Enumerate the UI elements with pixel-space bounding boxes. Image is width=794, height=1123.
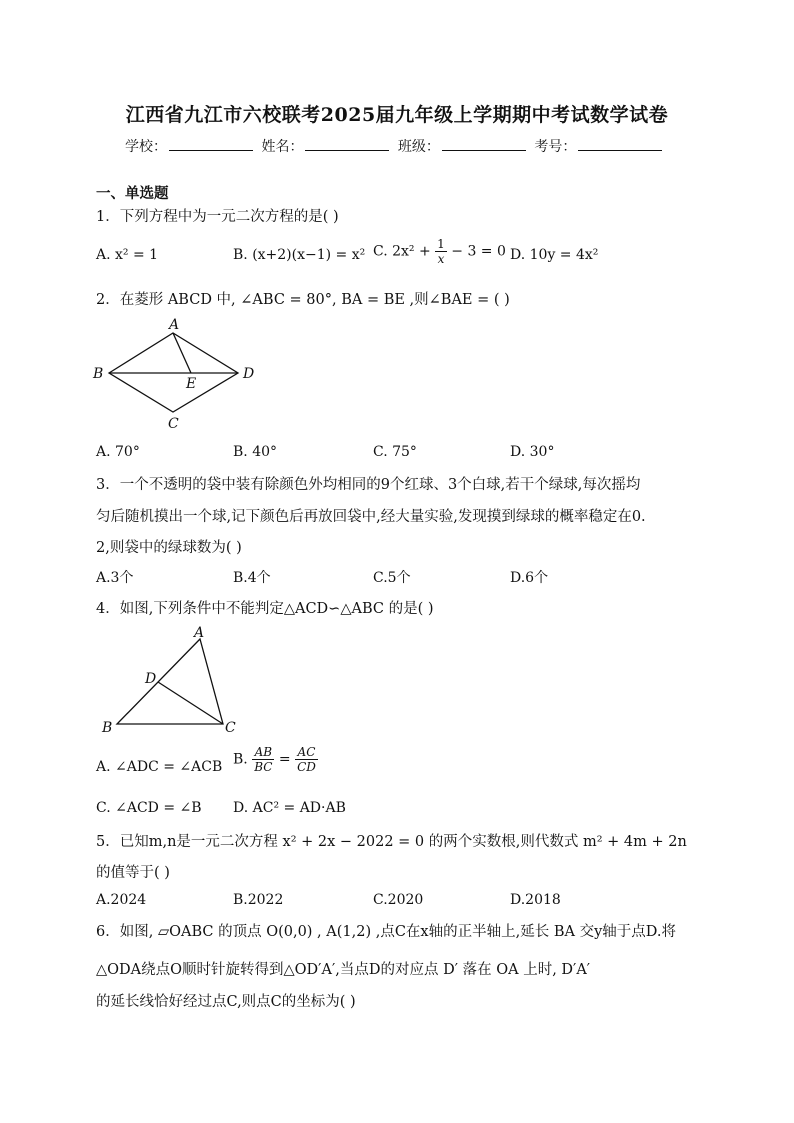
q6-line-3: 的延长线恰好经过点C,则点C的坐标为( )	[96, 994, 356, 1010]
q3-line-1: 3．一个不透明的袋中装有除颜色外均相同的9个红球、3个白球,若干个绿球,每次摇均	[96, 477, 641, 493]
q6-line-2: △ODA绕点O顺时针旋转得到△OD′A′,当点D的对应点 D′ 落在 OA 上时, D′A′	[96, 962, 591, 978]
name-blank[interactable]	[305, 137, 389, 151]
label-e: E	[186, 376, 197, 392]
class-label: 班级：	[397, 139, 440, 155]
q4-option-a[interactable]: A. ∠ADC = ∠ACB	[96, 759, 223, 775]
label-c: C	[168, 416, 179, 432]
triangle-abc	[117, 639, 223, 724]
section-heading: 一、单选题	[96, 185, 169, 202]
q3-line-2: 匀后随机摸出一个球,记下颜色后再放回袋中,经大量实验,发现摸到绿球的概率稳定在0.	[96, 509, 646, 525]
label-b: B	[93, 366, 104, 382]
school-blank[interactable]	[169, 137, 253, 151]
page-title: 江西省九江市六校联考2025届九年级上学期期中考试数学试卷	[125, 104, 669, 126]
q1-c-suffix: − 3 = 0	[446, 243, 506, 260]
q4-b-fraction-left	[252, 745, 274, 774]
triangle-figure	[96, 620, 246, 738]
label-b: B	[102, 720, 113, 736]
q4-stem: 4．如图,下列条件中不能判定△ACD∽△ABC 的是( )	[96, 601, 434, 617]
q1-option-d[interactable]: D. 10y = 4x²	[510, 247, 599, 263]
q4-b-fraction-right	[295, 745, 318, 774]
q1-c-fraction	[435, 237, 447, 266]
q5-line-1: 5．已知m,n是一元二次方程 x² + 2x − 2022 = 0 的两个实数根,则代数式 m² + 4m + 2n	[96, 834, 687, 850]
q5-option-b[interactable]: B.2022	[233, 892, 284, 908]
q4-option-b[interactable]	[233, 745, 318, 774]
q3-option-d[interactable]: D.6个	[510, 570, 549, 586]
q3-option-c[interactable]: C.5个	[373, 570, 411, 586]
q4-b-prefix: B.	[233, 751, 253, 768]
q3-option-a[interactable]: A.3个	[96, 570, 134, 586]
q5-line-2: 的值等于( )	[96, 865, 170, 881]
q2-option-d[interactable]: D. 30°	[510, 444, 555, 460]
label-d: D	[243, 366, 255, 382]
q1-c-prefix: C. 2x² +	[373, 243, 436, 260]
q6-line-1: 6．如图, ▱OABC 的顶点 O(0,0) , A(1,2) ,点C在x轴的正半轴上,延长 BA 交y轴于点D.将	[96, 924, 676, 940]
q2-option-a[interactable]: A. 70°	[96, 444, 140, 460]
q4-option-c[interactable]: C. ∠ACD = ∠B	[96, 800, 202, 816]
q5-option-d[interactable]: D.2018	[510, 892, 561, 908]
q4-b-num-2: AC	[295, 745, 318, 760]
exam-number-label: 考号：	[534, 139, 577, 155]
q1-c-numerator: 1	[437, 237, 445, 251]
q3-line-3: 2,则袋中的绿球数为( )	[96, 540, 242, 556]
class-blank[interactable]	[442, 137, 526, 151]
q1-option-b[interactable]: B. (x+2)(x−1) = x²	[233, 247, 366, 263]
label-a: A	[194, 625, 205, 641]
label-c: C	[225, 720, 236, 736]
q4-b-den-2: CD	[297, 760, 316, 774]
q1-stem: 1．下列方程中为一元二次方程的是( )	[96, 209, 339, 225]
q4-b-equals: =	[274, 751, 296, 768]
q2-option-c[interactable]: C. 75°	[373, 444, 417, 460]
q5-option-a[interactable]: A.2024	[96, 892, 147, 908]
q1-option-c[interactable]	[373, 237, 506, 266]
q2-option-b[interactable]: B. 40°	[233, 444, 278, 460]
q5-option-c[interactable]: C.2020	[373, 892, 424, 908]
student-info-line	[125, 136, 666, 156]
label-d: D	[145, 671, 157, 687]
q4-option-d[interactable]: D. AC² = AD·AB	[233, 800, 346, 816]
exam-number-blank[interactable]	[578, 137, 662, 151]
q4-b-num-1: AB	[252, 745, 274, 760]
q1-option-a[interactable]: A. x² = 1	[96, 247, 159, 263]
label-a: A	[169, 317, 180, 333]
q1-c-denominator: x	[437, 252, 445, 266]
q3-option-b[interactable]: B.4个	[233, 570, 271, 586]
q2-stem: 2．在菱形 ABCD 中, ∠ABC = 80°, BA = BE ,则∠BAE = ( )	[96, 292, 510, 308]
q4-b-den-1: BC	[254, 760, 273, 774]
rhombus-figure	[88, 312, 268, 434]
school-label: 学校：	[125, 139, 167, 155]
name-label: 姓名：	[261, 139, 304, 155]
